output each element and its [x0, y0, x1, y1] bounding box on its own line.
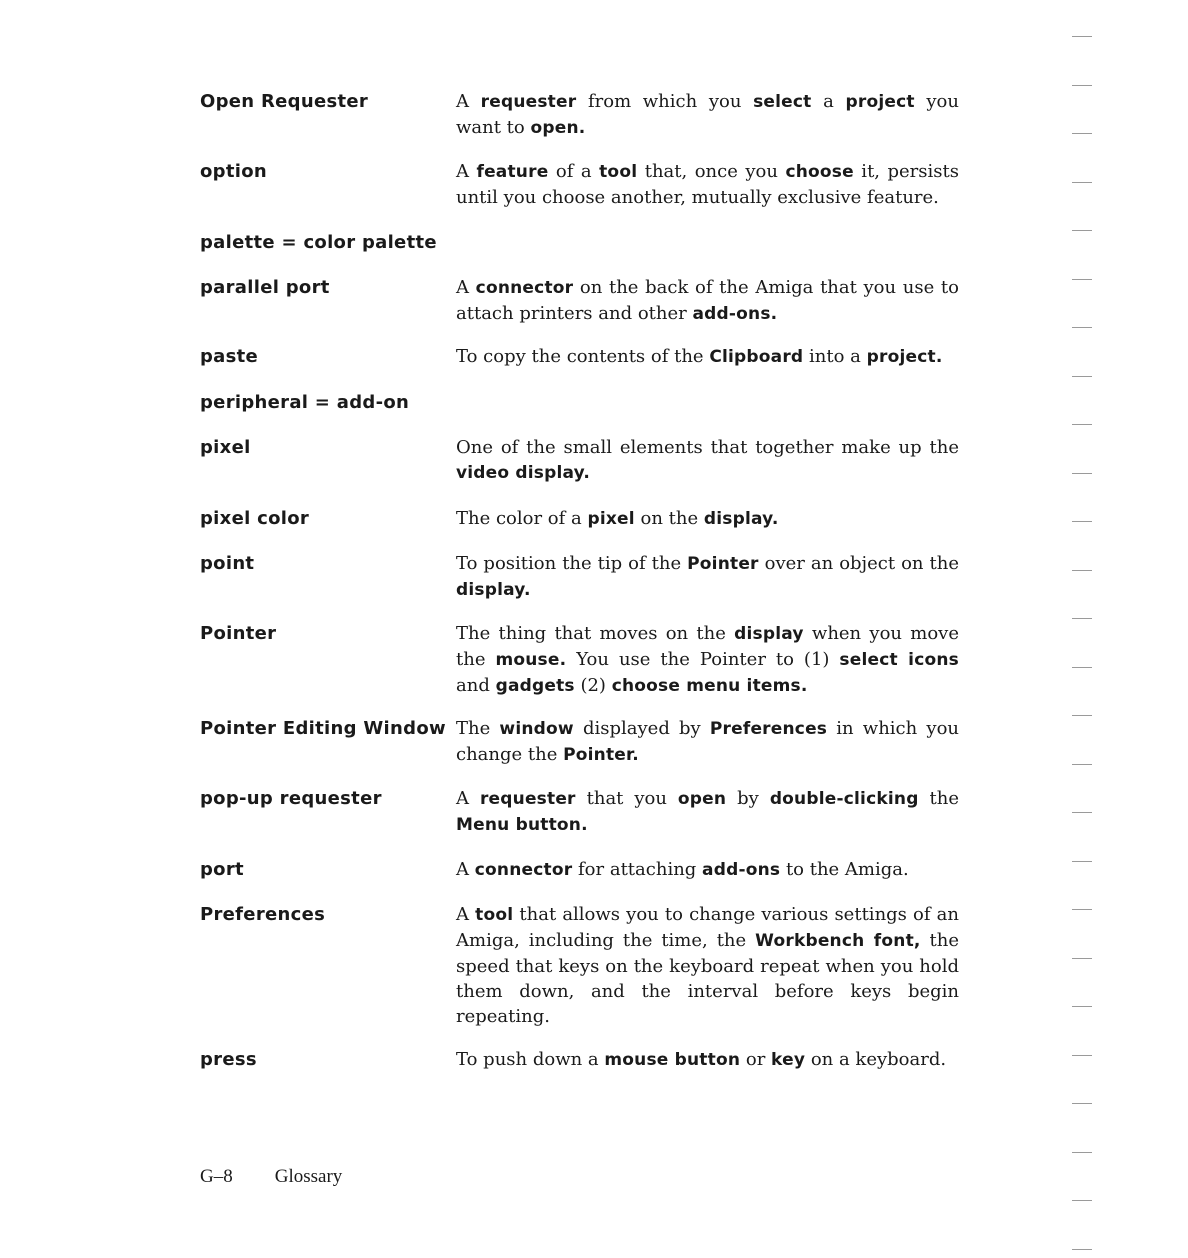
margin-tick: [1072, 1152, 1092, 1153]
definition-text: the speed that keys on the keyboard repeat when you hold them down, and the interval before keys begin repeating.: [456, 930, 959, 1027]
bold-term-reference: Pointer.: [563, 745, 639, 765]
definition-text: A: [456, 788, 480, 809]
bold-term-reference: open: [677, 789, 727, 809]
bold-term-reference: open.: [530, 118, 586, 138]
margin-tick: [1072, 182, 1092, 183]
bold-term-reference: choose menu items.: [611, 676, 808, 696]
glossary-definition: [456, 786, 959, 838]
bold-term-reference: Preferences: [709, 719, 828, 739]
definition-text: and: [456, 675, 496, 696]
bold-term-reference: Workbench font,: [755, 931, 921, 951]
margin-tick: [1072, 618, 1092, 619]
definition-text: on a keyboard.: [805, 1049, 947, 1070]
definition-text: The color of a: [456, 508, 588, 529]
bold-term-reference: project.: [866, 347, 943, 367]
definition-text: over an object on the: [758, 553, 959, 574]
margin-tick: [1072, 1200, 1092, 1201]
bold-term-reference: requester: [480, 92, 577, 112]
bold-term-reference: mouse.: [495, 650, 567, 670]
glossary-term: Pointer: [200, 623, 277, 644]
definition-text: you want to: [456, 91, 959, 138]
margin-tick: [1072, 909, 1092, 910]
definition-text: when you move the: [456, 623, 959, 670]
glossary-term: Pointer Editing Window: [200, 718, 446, 739]
glossary-definition: [456, 89, 959, 141]
bold-term-reference: Pointer: [687, 554, 759, 574]
definition-text: The thing that moves on the: [456, 623, 735, 644]
margin-tick: [1072, 570, 1092, 571]
definition-text: You use the Pointer to (1): [566, 649, 840, 670]
bold-term-reference: select: [753, 92, 812, 112]
glossary-term: palette = color palette: [200, 232, 437, 253]
glossary-definition: [456, 159, 959, 210]
definition-text: of a: [548, 161, 600, 182]
section-name: Glossary: [274, 1166, 343, 1187]
glossary-definition: [456, 275, 959, 327]
margin-tick: [1072, 764, 1092, 765]
definition-text: A: [456, 91, 481, 112]
margin-tick: [1072, 424, 1092, 425]
bold-term-reference: display.: [456, 580, 531, 600]
bold-term-reference: Menu button.: [456, 815, 588, 835]
glossary-definition: [456, 1047, 959, 1073]
margin-tick: [1072, 85, 1092, 86]
definition-text: A: [456, 161, 477, 182]
bold-term-reference: key: [771, 1050, 806, 1070]
margin-tick: [1072, 812, 1092, 813]
margin-tick: [1072, 376, 1092, 377]
glossary-term: pixel color: [200, 508, 310, 529]
definition-text: To copy the contents of the: [456, 346, 710, 367]
glossary-term: Open Requester: [200, 91, 369, 112]
definition-text: One of the small elements that together make up the: [456, 437, 959, 458]
glossary-term: point: [200, 553, 255, 574]
glossary-term: press: [200, 1049, 257, 1070]
margin-tick: [1072, 958, 1092, 959]
definition-text: it, persists until you choose another, mutually exclusive feature.: [456, 161, 959, 208]
margin-tick: [1072, 667, 1092, 668]
bold-term-reference: connector: [475, 278, 574, 298]
bold-term-reference: project: [845, 92, 915, 112]
margin-tick: [1072, 279, 1092, 280]
definition-text: for attaching: [572, 859, 703, 880]
definition-text: in which you change the: [456, 718, 959, 765]
definition-text: a: [811, 91, 846, 112]
glossary-definition: [456, 506, 959, 532]
definition-text: A: [456, 904, 476, 925]
bold-term-reference: tool: [475, 905, 514, 925]
definition-text: that, once you: [637, 161, 786, 182]
definition-text: to the Amiga.: [780, 859, 909, 880]
bold-term-reference: video display.: [456, 463, 591, 483]
glossary-definition: [456, 902, 959, 1029]
margin-tick: [1072, 1249, 1092, 1250]
definition-text: from which you: [576, 91, 754, 112]
bold-term-reference: tool: [599, 162, 638, 182]
margin-tick: [1072, 36, 1092, 37]
definition-text: by: [726, 788, 770, 809]
bold-term-reference: add-ons.: [692, 304, 778, 324]
definition-text: on the back of the Amiga that you use to attach printers and other: [456, 277, 959, 324]
glossary-term: pixel: [200, 437, 251, 458]
margin-tick: [1072, 1103, 1092, 1104]
glossary-term: option: [200, 161, 268, 182]
bold-term-reference: gadgets: [495, 676, 575, 696]
margin-tick: [1072, 715, 1092, 716]
definition-text: on the: [634, 508, 704, 529]
glossary-term: pop-up requester: [200, 788, 382, 809]
bold-term-reference: requester: [479, 789, 576, 809]
definition-text: To push down a: [456, 1049, 605, 1070]
glossary-term: parallel port: [200, 277, 330, 298]
margin-tick: [1072, 1006, 1092, 1007]
bold-term-reference: feature: [476, 162, 549, 182]
bold-term-reference: double-clicking: [769, 789, 919, 809]
glossary-definition: [456, 857, 959, 883]
bold-term-reference: select icons: [839, 650, 959, 670]
glossary-term: Preferences: [200, 904, 326, 925]
definition-text: A: [456, 277, 476, 298]
glossary-term: port: [200, 859, 244, 880]
page-number: G–8: [200, 1166, 233, 1187]
margin-tick: [1072, 230, 1092, 231]
definition-text: that allows you to change various settings of an Amiga, including the time, the: [456, 904, 959, 951]
definition-text: that you: [575, 788, 678, 809]
bold-term-reference: display: [734, 624, 804, 644]
glossary-definition: [456, 621, 959, 699]
glossary-definition: [456, 435, 959, 486]
bold-term-reference: add-ons: [702, 860, 781, 880]
glossary-definition: [456, 716, 959, 768]
glossary-term: peripheral = add-on: [200, 392, 410, 413]
definition-text: displayed by: [573, 718, 710, 739]
margin-tick: [1072, 1055, 1092, 1056]
page-footer: [200, 1164, 342, 1189]
definition-text: (2): [574, 675, 612, 696]
margin-tick: [1072, 133, 1092, 134]
definition-text: into a: [803, 346, 867, 367]
definition-text: or: [740, 1049, 772, 1070]
bold-term-reference: mouse button: [604, 1050, 741, 1070]
bold-term-reference: display.: [703, 509, 779, 529]
definition-text: A: [456, 859, 475, 880]
glossary-definition: [456, 344, 959, 370]
bold-term-reference: pixel: [587, 509, 635, 529]
bold-term-reference: connector: [474, 860, 573, 880]
bold-term-reference: choose: [785, 162, 854, 182]
glossary-term: paste: [200, 346, 259, 367]
bold-term-reference: Clipboard: [709, 347, 804, 367]
bold-term-reference: window: [499, 719, 574, 739]
margin-tick: [1072, 473, 1092, 474]
margin-tick: [1072, 861, 1092, 862]
margin-tick: [1072, 327, 1092, 328]
definition-text: To position the tip of the: [456, 553, 688, 574]
definition-text: The: [456, 718, 500, 739]
glossary-definition: [456, 551, 959, 603]
margin-tick: [1072, 521, 1092, 522]
definition-text: the: [918, 788, 959, 809]
